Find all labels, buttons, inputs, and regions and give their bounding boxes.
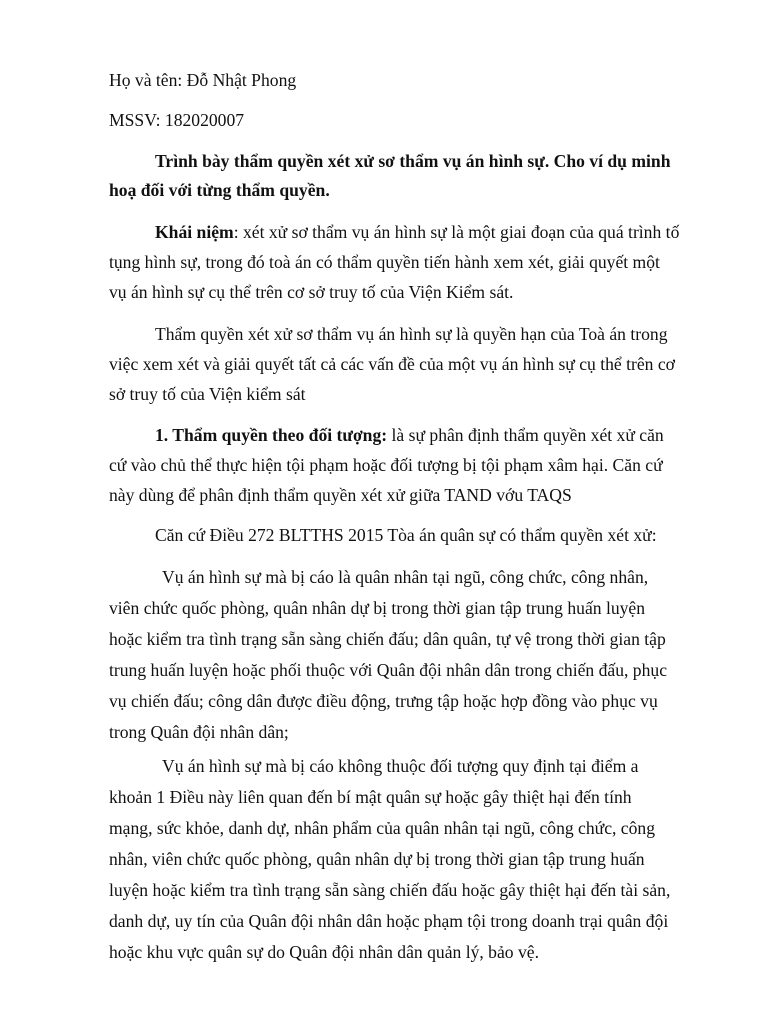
- item-a-line-2: viên chức quốc phòng, quân nhân dự bị trong thời gian tập trung huấn luyện: [109, 598, 646, 618]
- concept-line-1: [155, 220, 679, 244]
- section1-heading: 1. Thẩm quyền theo đối tượng:: [155, 425, 388, 445]
- question-text-1: Trình bày thẩm quyền xét xử sơ thẩm vụ án hình sự. Cho ví dụ minh: [155, 151, 671, 171]
- concept-line-3: vụ án hình sự cụ thể trên cơ sở truy tố của Viện Kiểm sát.: [109, 282, 514, 302]
- student-name: Họ và tên: Đỗ Nhật Phong: [109, 70, 297, 90]
- item-b-line-3: mạng, sức khỏe, danh dự, nhân phẩm của quân nhân tại ngũ, công chức, công: [109, 818, 656, 838]
- item-b-line-4: nhân, viên chức quốc phòng, quân nhân dự bị trong thời gian tập trung huấn: [109, 849, 645, 869]
- item-a-line-4: trung huấn luyện hoặc phối thuộc với Quân đội nhân dân trong chiến đấu, phục: [109, 660, 668, 680]
- item-b-line-5: luyện hoặc kiểm tra tình trạng sẵn sàng chiến đấu hoặc gây thiệt hại đến tài sản,: [109, 880, 671, 900]
- basis-line: Căn cứ Điều 272 BLTTHS 2015 Tòa án quân sự có thẩm quyền xét xử:: [155, 525, 657, 545]
- item-a-line-6: trong Quân đội nhân dân;: [109, 722, 289, 742]
- student-id: MSSV: 182020007: [109, 110, 245, 130]
- item-a-line-5: vụ chiến đấu; công dân được điều động, trưng tập hoặc hợp đồng vào phục vụ: [109, 691, 658, 711]
- item-b-line-6: danh dự, uy tín của Quân đội nhân dân hoặc phạm tội trong doanh trại quân đội: [109, 911, 669, 931]
- section1-line-1: [155, 423, 664, 447]
- authority-line-3: sở truy tố của Viện kiểm sát: [109, 384, 306, 404]
- item-a-line-3: hoặc kiểm tra tình trạng sẵn sàng chiến đấu; dân quân, tự vệ trong thời gian tập: [109, 629, 666, 649]
- item-b-line-7: hoặc khu vực quân sự do Quân đội nhân dân quản lý, bảo vệ.: [109, 942, 539, 962]
- section1-line-3: này dùng để phân định thẩm quyền xét xử giữa TAND vớu TAQS: [109, 485, 572, 505]
- concept-label: Khái niệm: [155, 222, 234, 242]
- item-a-line-1: Vụ án hình sự mà bị cáo là quân nhân tại ngũ, công chức, công nhân,: [162, 567, 649, 587]
- question-text-2: hoạ đối với từng thẩm quyền.: [109, 180, 330, 200]
- question-line-2: [109, 178, 330, 202]
- section1-text-1: là sự phân định thẩm quyền xét xử căn: [387, 425, 664, 445]
- authority-line-1: Thẩm quyền xét xử sơ thẩm vụ án hình sự là quyền hạn của Toà án trong: [155, 324, 668, 344]
- section1-line-2: cứ vào chủ thể thực hiện tội phạm hoặc đối tượng bị tội phạm xâm hại. Căn cứ: [109, 455, 663, 475]
- question-line-1: [155, 149, 693, 173]
- concept-text-1: : xét xử sơ thẩm vụ án hình sự là một giai đoạn của quá trình tố: [233, 222, 680, 242]
- authority-line-2: việc xem xét và giải quyết tất cả các vấn đề của một vụ án hình sự cụ thể trên cơ: [109, 354, 675, 374]
- item-b-line-2: khoản 1 Điều này liên quan đến bí mật quân sự hoặc gây thiệt hại đến tính: [109, 787, 632, 807]
- concept-line-2: tụng hình sự, trong đó toà án có thẩm quyền tiến hành xem xét, giải quyết một: [109, 252, 660, 272]
- item-b-line-1: Vụ án hình sự mà bị cáo không thuộc đối tượng quy định tại điểm a: [162, 756, 639, 776]
